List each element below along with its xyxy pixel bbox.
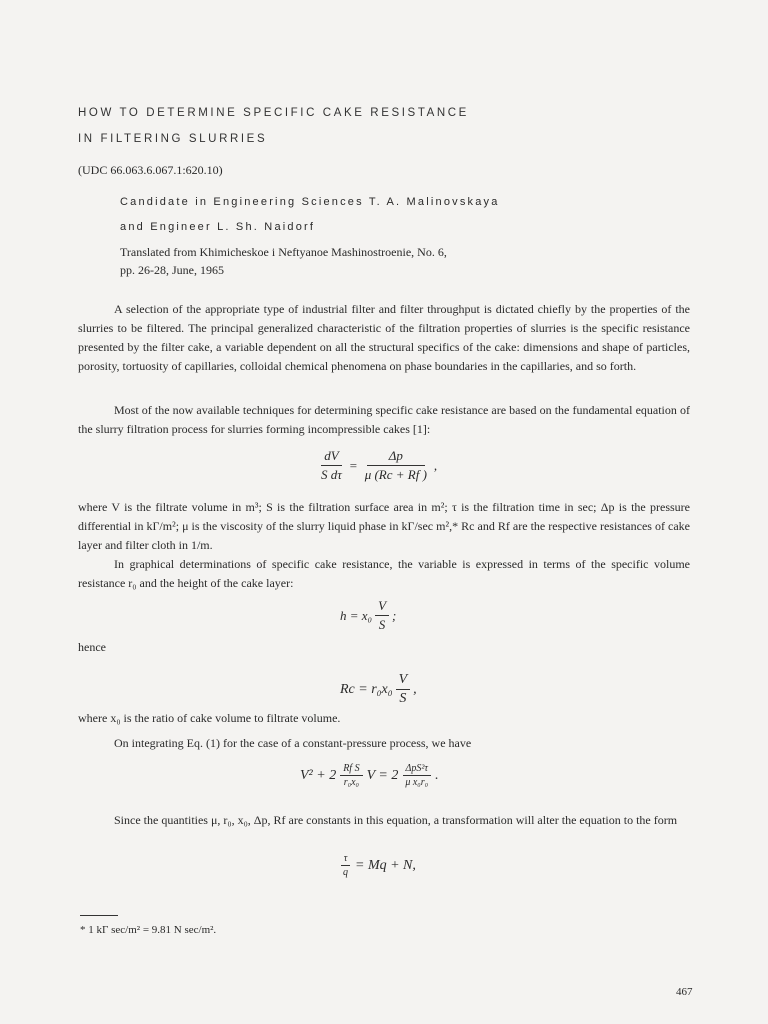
paragraph-8: Since the quantities μ, r₀, x₀, Δp, Rf are constants in this equation, a transformation will alter the equation to the form (114, 813, 678, 827)
translated-from-line1: Translated from Khimicheskoe i Neftyanoe Mashinostroenie, No. 6, (120, 245, 447, 259)
eq4-middle: V = 2 (366, 767, 399, 783)
eq5-denominator: q (343, 867, 348, 878)
author-line2: and Engineer L. Sh. Naidorf (120, 221, 316, 233)
eq1-comma: , (433, 457, 438, 473)
author-line1: Candidate in Engineering Sciences T. A. Malinovskaya (120, 196, 500, 208)
eq2-lhs: h = x₀ (340, 607, 373, 623)
eq2-denominator: S (378, 617, 386, 632)
eq4-period: . (435, 767, 439, 783)
paragraph-hence: hence (78, 640, 106, 654)
eq4-denominator-2: μ x₀r₀ (405, 777, 429, 788)
eq2-semicolon: ; (392, 607, 397, 623)
paragraph-4: In graphical determinations of specific cake resistance, the variable is expressed in terms of the specific volume resistance r₀ and the height of the cake layer: (78, 557, 690, 590)
eq4-fraction-1 (340, 763, 362, 788)
eq4-fraction-2 (402, 763, 431, 788)
footnote: * 1 kΓ sec/m² = 9.81 N sec/m². (80, 924, 217, 936)
eq1-equals: = (348, 457, 358, 473)
eq1-numerator-right: Δp (367, 448, 425, 466)
eq3-denominator: S (399, 691, 407, 706)
eq5-rhs: = Mq + N, (355, 857, 416, 873)
footnote-rule (80, 915, 118, 916)
paragraph-6: where x₀ is the ratio of cake volume to filtrate volume. (78, 711, 341, 725)
paragraph-2: Most of the now available techniques for determining specific cake resistance are based on the fundamental equation of the slurry filtration process for slurries forming incompressible cakes [1]: (78, 403, 690, 436)
paragraph-7: On integrating Eq. (1) for the case of a constant-pressure process, we have (114, 736, 472, 750)
eq3-comma: , (413, 681, 417, 697)
article-title-line2: IN FILTERING SLURRIES (78, 133, 268, 145)
udc-code: (UDC 66.063.6.067.1:620.10) (78, 163, 223, 177)
equation-3 (340, 672, 417, 707)
eq2-fraction (375, 598, 389, 633)
article-title-line1: HOW TO DETERMINE SPECIFIC CAKE RESISTANCE (78, 107, 469, 119)
eq2-numerator: V (375, 598, 389, 616)
equation-5 (340, 853, 416, 878)
eq3-fraction (396, 672, 411, 707)
eq4-lhs: V² + 2 (300, 767, 337, 783)
eq1-fraction-left (318, 448, 345, 483)
eq3-numerator: V (396, 672, 411, 690)
page-number: 467 (676, 986, 693, 998)
translated-from-line2: pp. 26-28, June, 1965 (120, 263, 224, 277)
equation-1 (318, 448, 437, 483)
eq1-fraction-right (362, 448, 430, 483)
eq4-numerator-2: ΔpS²τ (403, 763, 431, 776)
equation-2 (340, 598, 396, 633)
eq4-denominator-1: r₀x₀ (343, 777, 360, 788)
eq5-numerator: τ (341, 853, 351, 866)
eq1-numerator-left: dV (321, 448, 341, 466)
equation-4 (300, 763, 439, 788)
paragraph-1: A selection of the appropriate type of industrial filter and filter throughput is dictated chiefly by the properties of the slurries to be filtered. The principal generalized characteristic of the filtration properties of slurries is the specific resistance presented by the filter cake, a variable dependent on all the structural specifics of the cake: dimensions and shape of particles, porosity, tortuosity of capillaries, colloidal chemical phenomena on phase boundaries in the capillaries, and so forth. (78, 302, 690, 373)
eq3-lhs: Rc = r₀x₀ (340, 681, 393, 697)
eq1-denominator-left: S dτ (321, 467, 342, 482)
paragraph-3: where V is the filtrate volume in m³; S is the filtration surface area in m²; τ is the filtration time in sec; Δp is the pressure differential in kΓ/m²; μ is the viscosity of the slurry liquid phase in kΓ/sec m²,* Rc and Rf are the respective resistances of cake layer and filter cloth in 1/m. (78, 500, 690, 552)
eq1-denominator-right: μ (Rc + Rf ) (364, 467, 427, 482)
eq5-fraction (340, 853, 351, 878)
eq4-numerator-1: Rf S (340, 763, 362, 776)
